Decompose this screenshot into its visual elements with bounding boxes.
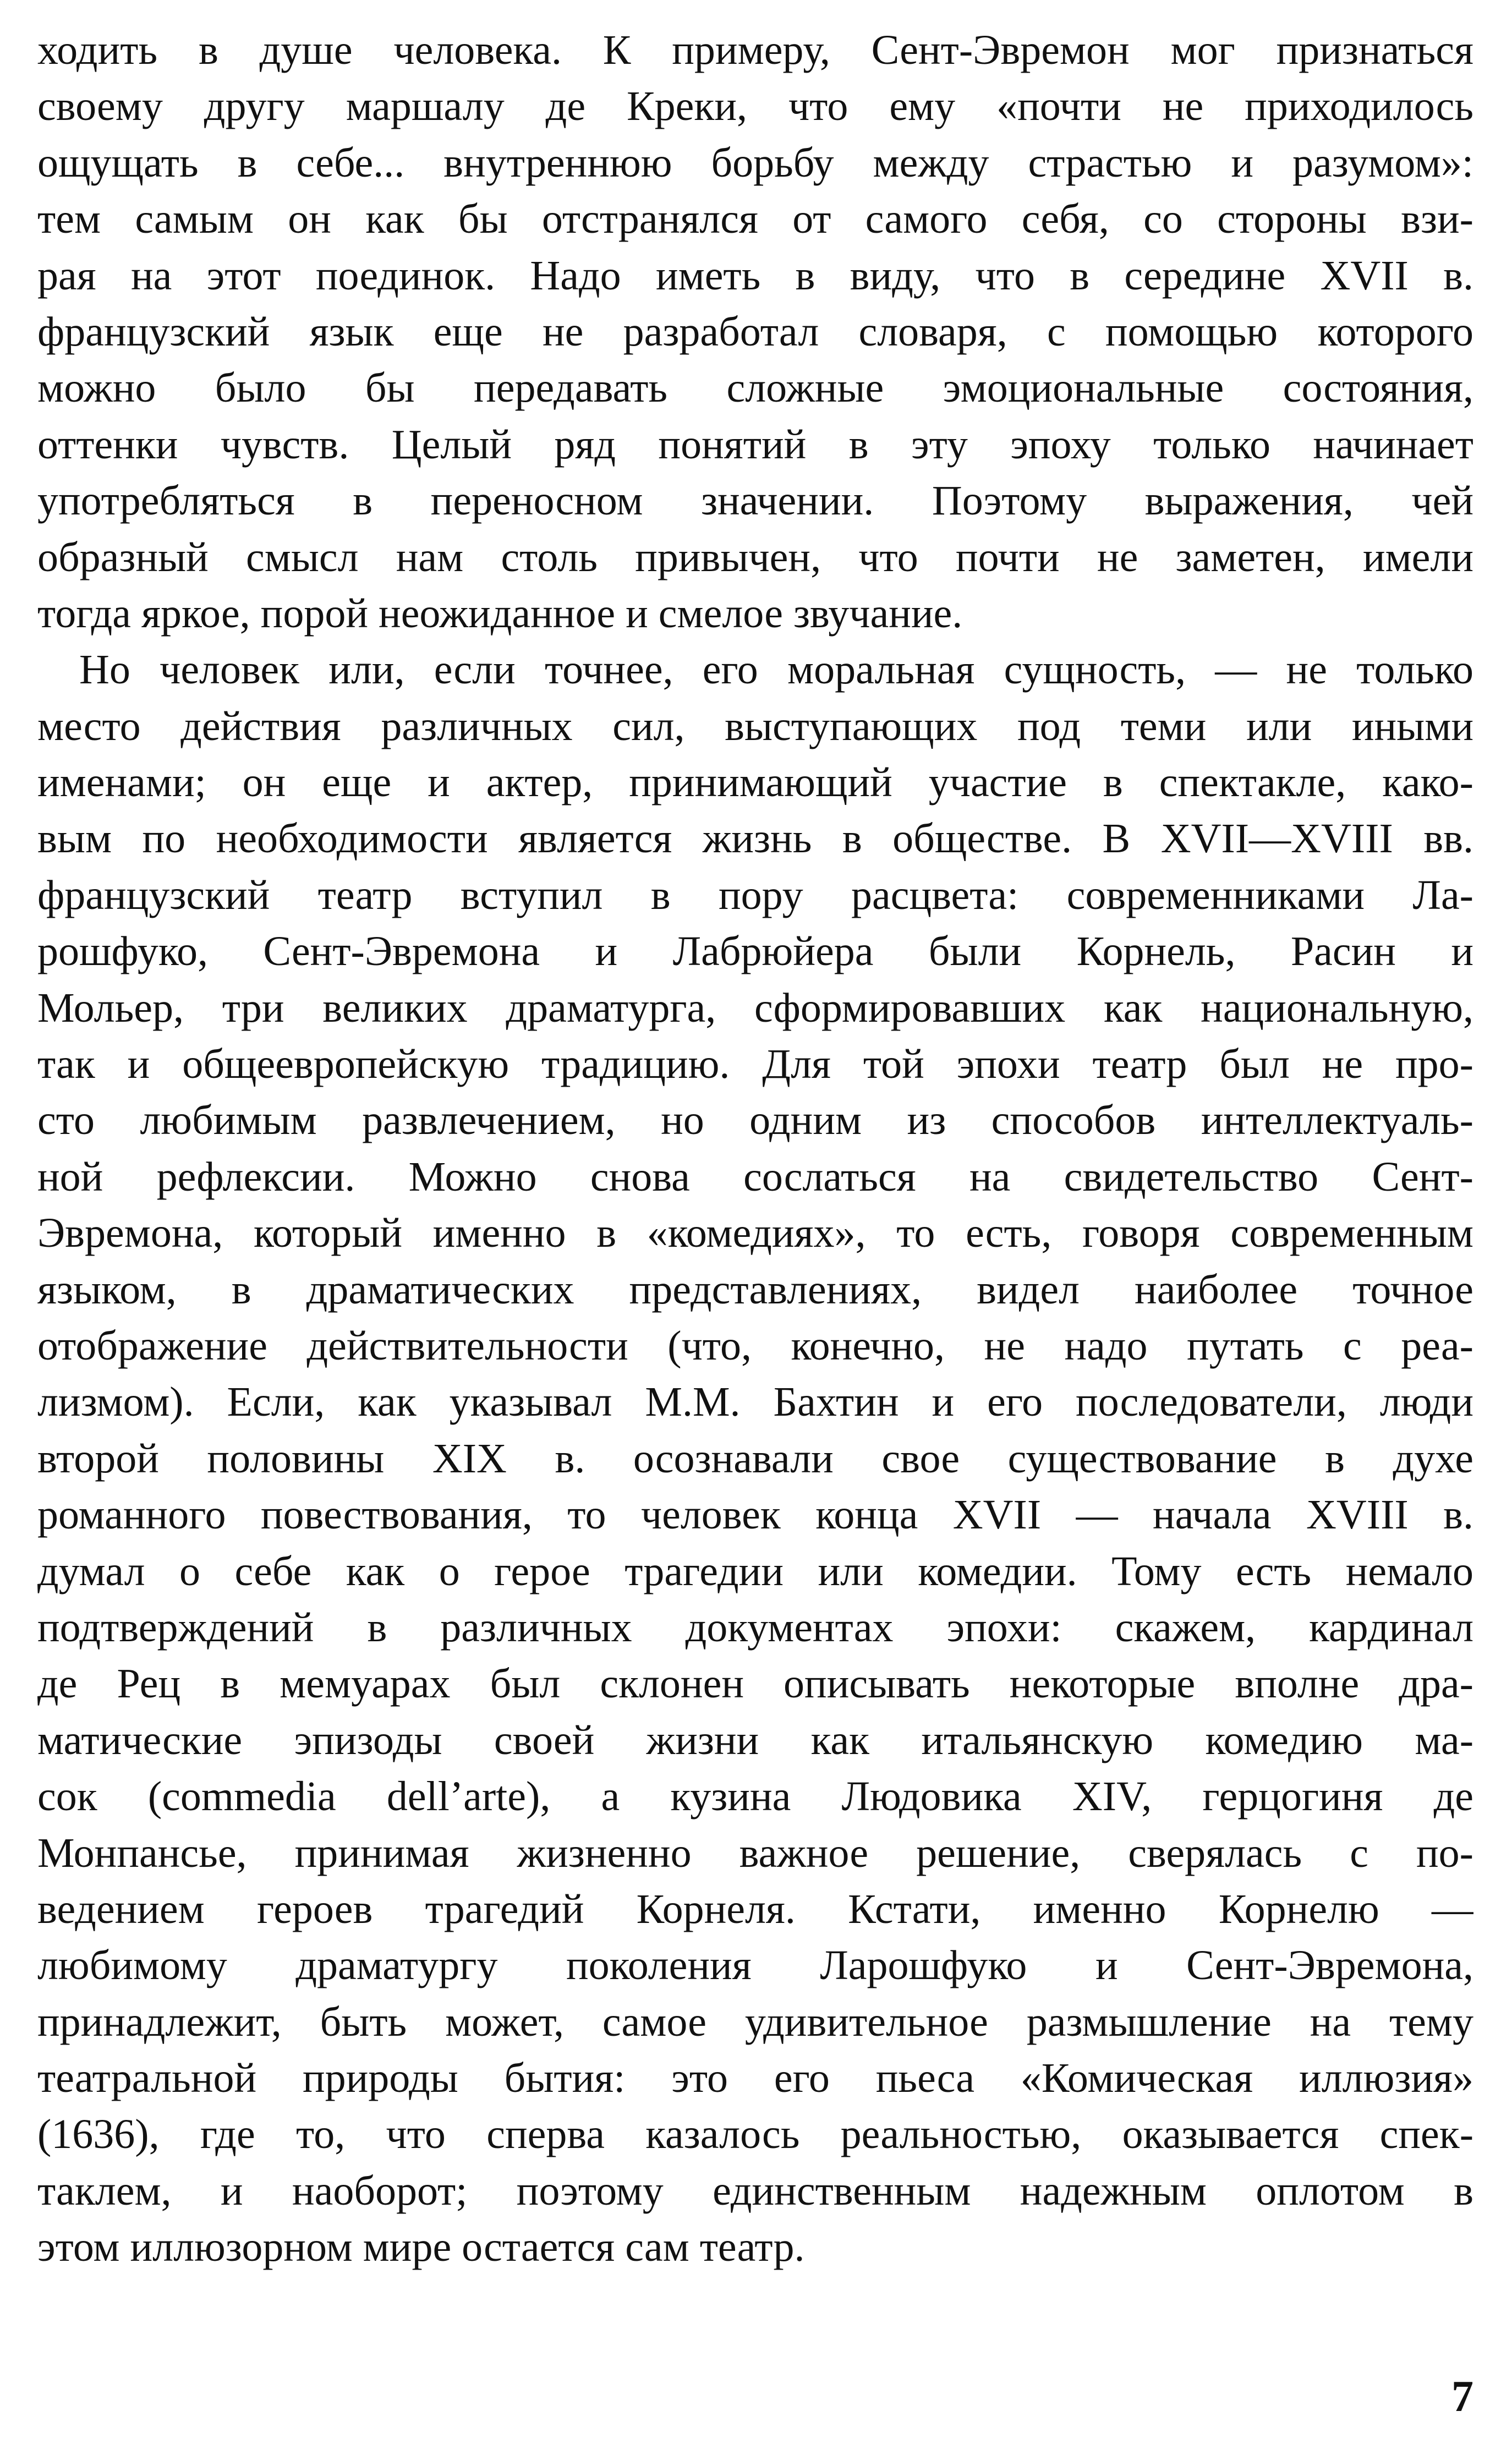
text-line: именами; он еще и актер, принимающий участие в спектакле, како-	[37, 759, 1473, 806]
text-line: Монпансье, принимая жизненно важное решение, сверялась с по-	[37, 1829, 1473, 1876]
text-line: второй половины XIX в. осознавали свое существование в духе	[37, 1435, 1473, 1482]
text-line: Эвремона, который именно в «комедиях», то есть, говоря современным	[37, 1210, 1473, 1257]
text-line: любимому драматургу поколения Ларошфуко и Сент-Эвремона,	[37, 1942, 1473, 1989]
text-line: Мольер, три великих драматурга, сформировавших как национальную,	[37, 984, 1473, 1031]
text-line: тогда яркое, порой неожиданное и смелое звучание.	[37, 590, 963, 637]
text-line: французский язык еще не разработал словаря, с помощью которого	[37, 308, 1473, 355]
text-line: думал о себе как о герое трагедии или комедии. Тому есть немало	[37, 1548, 1473, 1594]
text-line: тем самым он как бы отстранялся от самого себя, со стороны взи-	[37, 196, 1473, 243]
text-line: ведением героев трагедий Корнеля. Кстати, именно Корнелю —	[37, 1886, 1473, 1932]
text-line: подтверждений в различных документах эпохи: скажем, кардинал	[37, 1604, 1473, 1651]
text-line: место действия различных сил, выступающих под теми или иными	[37, 703, 1473, 749]
text-line: можно было бы передавать сложные эмоциональные состояния,	[37, 365, 1473, 412]
text-line: образный смысл нам столь привычен, что почти не заметен, имели	[37, 534, 1473, 580]
text-line: театральной природы бытия: это его пьеса «Комическая иллюзия»	[37, 2055, 1473, 2102]
text-line: сто любимым развлечением, но одним из способов интеллектуаль-	[37, 1097, 1473, 1144]
text-line: ощущать в себе... внутреннюю борьбу между страстью и разумом»:	[37, 139, 1473, 186]
text-line: (1636), где то, что сперва казалось реальностью, оказывается спек-	[37, 2111, 1473, 2158]
text-line: Но человек или, если точнее, его моральная сущность, — не только	[79, 646, 1473, 693]
text-line: лизмом). Если, как указывал М.М. Бахтин и его последователи, люди	[37, 1379, 1473, 1426]
text-line: отображение действительности (что, конечно, не надо путать с реа-	[37, 1322, 1473, 1369]
page-number: 7	[1451, 2372, 1473, 2421]
text-line: сок (commedia dell’arte), а кузина Людовика XIV, герцогиня де	[37, 1773, 1473, 1820]
text-line: оттенки чувств. Целый ряд понятий в эту эпоху только начинает	[37, 421, 1473, 468]
text-line: романного повествования, то человек конца XVII — начала XVIII в.	[37, 1492, 1473, 1538]
text-line: французский театр вступил в пору расцвета: современниками Ла-	[37, 872, 1473, 918]
text-line: рошфуко, Сент-Эвремона и Лабрюйера были Корнель, Расин и	[37, 928, 1473, 975]
text-line: своему другу маршалу де Креки, что ему «почти не приходилось	[37, 83, 1473, 130]
paragraph-1	[37, 22, 1473, 642]
text-line: вым по необходимости является жизнь в обществе. В XVII—XVIII вв.	[37, 815, 1473, 862]
text-line: ной рефлексии. Можно снова сослаться на свидетельство Сент-	[37, 1153, 1473, 1200]
text-line: рая на этот поединок. Надо иметь в виду, что в середине XVII в.	[37, 252, 1473, 299]
text-line: матические эпизоды своей жизни как итальянскую комедию ма-	[37, 1717, 1473, 1763]
text-line: принадлежит, быть может, самое удивительное размышление на тему	[37, 1998, 1473, 2045]
text-line: так и общеевропейскую традицию. Для той эпохи театр был не про-	[37, 1041, 1473, 1088]
text-line: таклем, и наоборот; поэтому единственным надежным оплотом в	[37, 2167, 1473, 2214]
text-line: этом иллюзорном мире остается сам театр.	[37, 2224, 805, 2271]
text-line: употребляться в переносном значении. Поэтому выражения, чей	[37, 478, 1473, 524]
text-line: языком, в драматических представлениях, видел наиболее точное	[37, 1266, 1473, 1313]
paragraph-2	[37, 642, 1473, 2275]
body-text	[37, 22, 1473, 2276]
text-line: де Рец в мемуарах был склонен описывать некоторые вполне дра-	[37, 1661, 1473, 1707]
text-line: ходить в душе человека. К примеру, Сент-Эвремон мог признаться	[37, 27, 1473, 73]
